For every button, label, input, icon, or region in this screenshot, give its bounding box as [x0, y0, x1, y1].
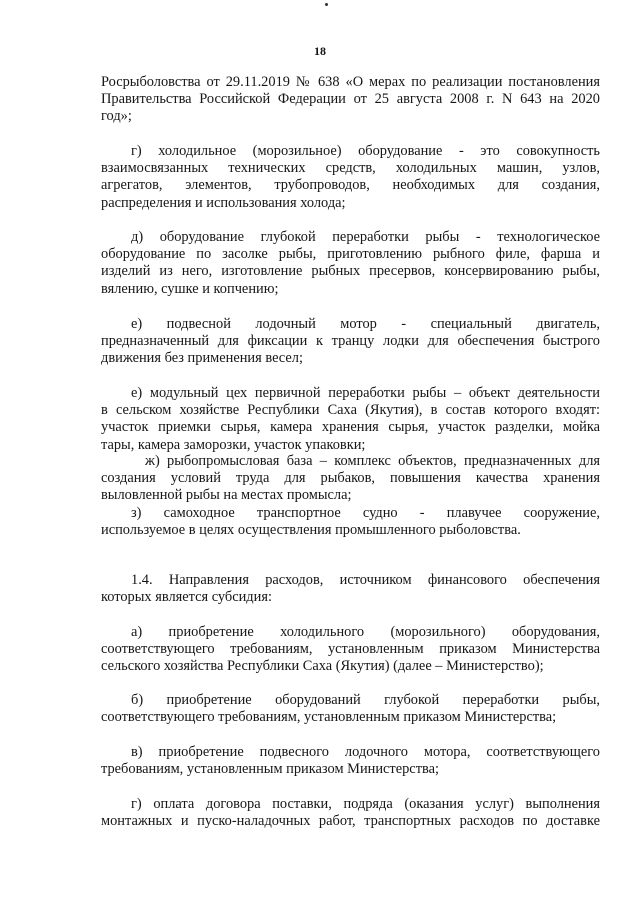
text-line: соответствующего требованиям, установленным приказом Министерства	[101, 641, 600, 658]
scan-artifact-dot	[325, 3, 328, 6]
paragraph-d-processing	[101, 229, 600, 298]
text-line: агрегатов, элементов, трубопроводов, необходимых для создания,	[101, 177, 600, 194]
text-line: предназначенный для фиксации к транцу лодки для обеспечения быстрого	[101, 333, 600, 350]
paragraph-section-1-4	[101, 572, 600, 606]
text-line: г) оплата договора поставки, подряда (оказания услуг) выполнения	[131, 796, 600, 812]
text-line: которых является субсидия:	[101, 589, 272, 606]
paragraph-intro	[101, 74, 600, 126]
text-line: Правительства Российской Федерации от 25 августа 2008 г. N 643 на 2020	[101, 91, 600, 108]
paragraph-g-cooling	[101, 143, 600, 212]
text-line: ж) рыбопромысловая база – комплекс объектов, предназначенных для	[145, 453, 600, 469]
text-line: монтажных и пуско-наладочных работ, транспортных расходов по доставке	[101, 813, 600, 830]
text-line: год»;	[101, 108, 132, 125]
text-line: 1.4. Направления расходов, источником финансового обеспечения	[131, 572, 600, 588]
text-line: з) самоходное транспортное судно - плавучее сооружение,	[131, 505, 600, 521]
paragraph-e-motor	[101, 316, 600, 368]
text-line: е) подвесной лодочный мотор - специальный двигатель,	[131, 316, 600, 332]
text-line: используемое в целях осуществления промышленного рыболовства.	[101, 522, 521, 539]
text-line: требованиям, установленным приказом Министерства;	[101, 761, 439, 778]
paragraph-zh-base	[101, 453, 600, 505]
text-line: тары, камера заморозки, участок упаковки;	[101, 436, 366, 453]
paragraph-a-acquisition	[101, 624, 600, 676]
text-line: Росрыболовства от 29.11.2019 № 638 «О мерах по реализации постановления	[101, 74, 600, 90]
text-line: в) приобретение подвесного лодочного мотора, соответствующего	[131, 744, 600, 760]
text-line: сельского хозяйства Республики Саха (Якутия) (далее – Министерство);	[101, 658, 544, 675]
text-line: соответствующего требованиям, установленным приказом Министерства;	[101, 709, 557, 726]
text-line: взаимосвязанных технических средств, холодильных машин, узлов,	[101, 160, 600, 177]
text-line: вялению, сушке и копчению;	[101, 280, 279, 297]
text-line: а) приобретение холодильного (морозильного) оборудования,	[131, 624, 600, 640]
paragraph-e-workshop	[101, 385, 600, 454]
page-number: 18	[314, 44, 326, 58]
text-line: распределения и использования холода;	[101, 194, 346, 211]
text-line: д) оборудование глубокой переработки рыбы - технологическое	[131, 229, 600, 245]
text-line: движения без применения весел;	[101, 350, 303, 367]
text-line: изделий из него, изготовление рыбных пресервов, консервированию рыбы,	[101, 263, 600, 280]
text-line: г) холодильное (морозильное) оборудование - это совокупность	[131, 143, 600, 159]
text-line: оборудование по засолке рыбы, приготовлению рыбного филе, фарша и	[101, 246, 600, 263]
text-line: участок приемки сырья, камера хранения сырья, участок разделки, мойка	[101, 419, 600, 436]
paragraph-g-payment	[101, 796, 600, 830]
text-line: в сельском хозяйстве Республики Саха (Якутия), в состав которого входят:	[101, 402, 600, 419]
paragraph-v-acquisition	[101, 744, 600, 778]
text-line: б) приобретение оборудований глубокой переработки рыбы,	[131, 692, 600, 708]
text-line: е) модульный цех первичной переработки рыбы – объект деятельности	[131, 385, 600, 401]
text-line: создания условий труда для рыбаков, повышения качества хранения	[101, 470, 600, 487]
text-line: выловленной рыбы на местах промысла;	[101, 487, 352, 504]
paragraph-z-vessel	[101, 505, 600, 539]
paragraph-b-acquisition	[101, 692, 600, 726]
